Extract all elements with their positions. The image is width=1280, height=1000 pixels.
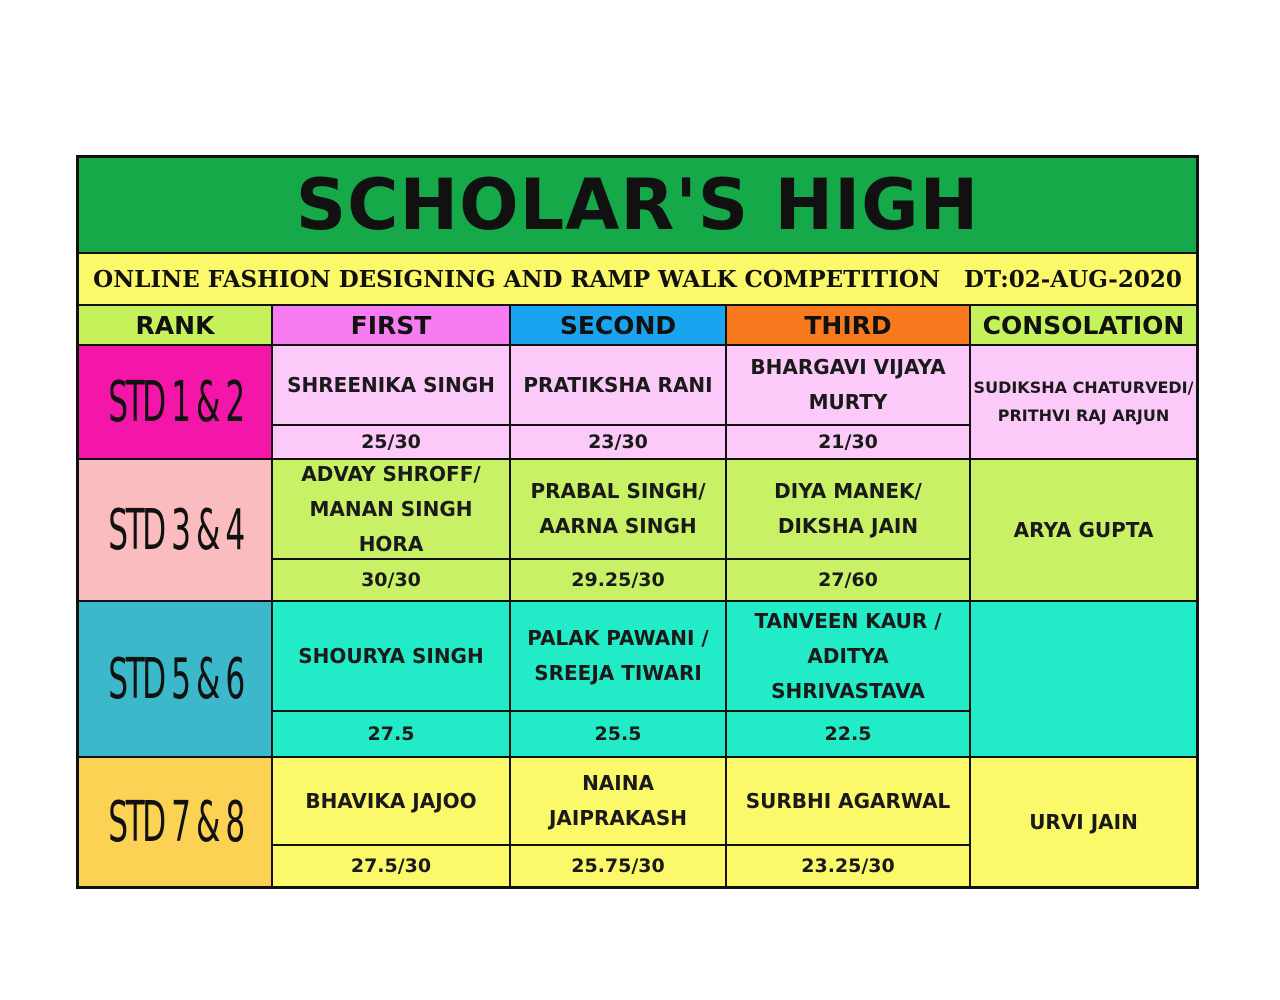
winner-first-score: 25/30: [273, 426, 511, 460]
consolation-name: URVI JAIN: [971, 758, 1196, 886]
std-label: STD 7 & 8: [107, 789, 243, 855]
winner-second-name: NAINA JAIPRAKASH: [511, 758, 727, 846]
row-std-3-4: [79, 460, 273, 602]
row-std-7-8: [79, 758, 273, 886]
winner-third-score: 27/60: [727, 560, 971, 602]
winner-first-name: ADVAY SHROFF/ MANAN SINGH HORA: [273, 460, 511, 560]
winner-first-score: 27.5/30: [273, 846, 511, 886]
header-consolation: CONSOLATION: [971, 306, 1196, 346]
consolation-name: SUDIKSHA CHATURVEDI/ PRITHVI RAJ ARJUN: [971, 346, 1196, 460]
winner-third-score: 21/30: [727, 426, 971, 460]
row-std-1-2: [79, 346, 273, 460]
page-title: SCHOLAR'S HIGH: [79, 158, 1196, 254]
winner-second-name: PRABAL SINGH/ AARNA SINGH: [511, 460, 727, 560]
std-label: STD 5 & 6: [107, 646, 243, 712]
winner-third-name: SURBHI AGARWAL: [727, 758, 971, 846]
std-label: STD 3 & 4: [107, 497, 243, 563]
winner-third-score: 22.5: [727, 712, 971, 758]
winner-third-score: 23.25/30: [727, 846, 971, 886]
winner-second-name: PRATIKSHA RANI: [511, 346, 727, 426]
header-second: SECOND: [511, 306, 727, 346]
winner-first-name: SHOURYA SINGH: [273, 602, 511, 712]
results-board: [76, 155, 1199, 889]
winner-third-name: DIYA MANEK/ DIKSHA JAIN: [727, 460, 971, 560]
winner-first-score: 27.5: [273, 712, 511, 758]
std-label: STD 1 & 2: [107, 369, 243, 435]
header-first: FIRST: [273, 306, 511, 346]
consolation-name: ARYA GUPTA: [971, 460, 1196, 602]
winner-first-score: 30/30: [273, 560, 511, 602]
consolation-empty: [971, 602, 1196, 758]
row-std-5-6: [79, 602, 273, 758]
header-rank: RANK: [79, 306, 273, 346]
winner-second-score: 23/30: [511, 426, 727, 460]
winner-first-name: SHREENIKA SINGH: [273, 346, 511, 426]
winner-second-score: 25.5: [511, 712, 727, 758]
winner-second-score: 25.75/30: [511, 846, 727, 886]
winner-second-score: 29.25/30: [511, 560, 727, 602]
competition-subtitle: ONLINE FASHION DESIGNING AND RAMP WALK COMPETITION DT:02-AUG-2020: [79, 254, 1196, 306]
winner-first-name: BHAVIKA JAJOO: [273, 758, 511, 846]
header-third: THIRD: [727, 306, 971, 346]
winner-third-name: TANVEEN KAUR / ADITYA SHRIVASTAVA: [727, 602, 971, 712]
winner-second-name: PALAK PAWANI / SREEJA TIWARI: [511, 602, 727, 712]
winner-third-name: BHARGAVI VIJAYA MURTY: [727, 346, 971, 426]
